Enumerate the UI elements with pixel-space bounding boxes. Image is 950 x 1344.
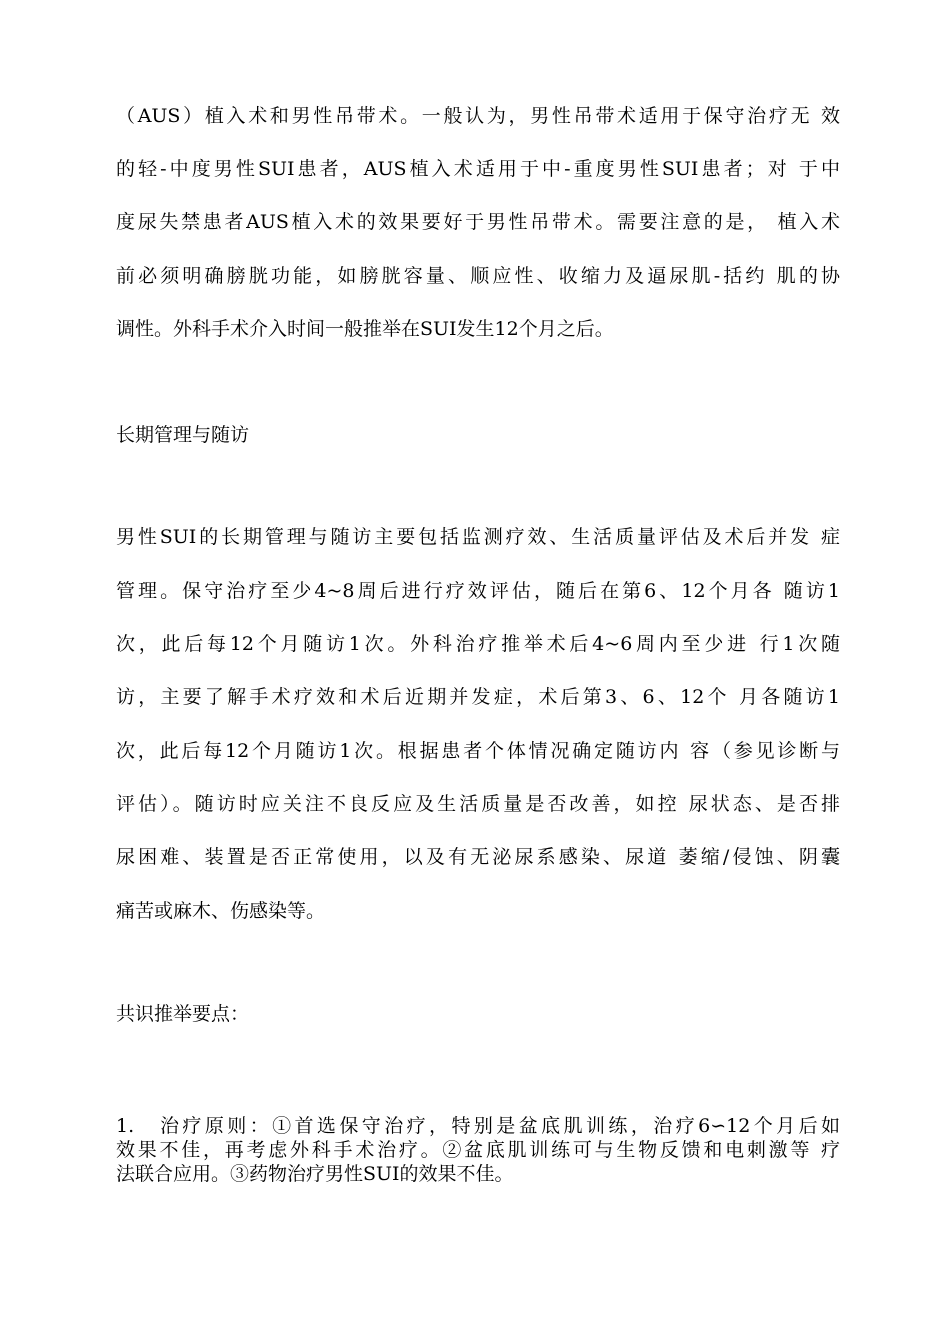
paragraph-line: 痛苦或麻木、伤感染等。 [116, 900, 326, 922]
section-heading: 长期管理与随访 [116, 424, 250, 446]
paragraph-line: 男性SUI的长期管理与随访主要包括监测疗效、生活质量评估及术后并发 症 [116, 526, 840, 548]
paragraph-line: 前必须明确膀胱功能，如膀胱容量、顺应性、收缩力及逼尿肌-括约 肌的协 [116, 265, 840, 287]
paragraph-line: 度尿失禁患者AUS植入术的效果要好于男性吊带术。需要注意的是， 植入术 [116, 211, 840, 233]
paragraph-line: 调性。外科手术介入时间一般推举在SUI发生12个月之后。 [116, 318, 614, 340]
list-item-line: 1. 治疗原则：①首选保守治疗，特别是盆底肌训练，治疗6∽12个月后如 [116, 1115, 840, 1137]
paragraph-line: 尿困难、装置是否正常使用，以及有无泌尿系感染、尿道 萎缩/侵蚀、阴囊 [116, 846, 840, 868]
paragraph-line: 评估）。随访时应关注不良反应及生活质量是否改善，如控 尿状态、是否排 [116, 793, 840, 815]
paragraph-line: （AUS）植入术和男性吊带术。一般认为，男性吊带术适用于保守治疗无 效 [116, 105, 840, 127]
paragraph-line: 管理。保守治疗至少4~8周后进行疗效评估，随后在第6、12个月各 随访1 [116, 580, 840, 602]
list-item-line: 法联合应用。③药物治疗男性SUI的效果不佳。 [116, 1163, 514, 1185]
paragraph-line: 的轻-中度男性SUI患者，AUS植入术适用于中-重度男性SUI患者；对 于中 [116, 158, 840, 180]
section-heading: 共识推举要点： [116, 1003, 250, 1025]
paragraph-line: 次，此后每12个月随访1次。外科治疗推举术后4~6周内至少进 行1次随 [116, 633, 840, 655]
paragraph-line: 次，此后每12个月随访1次。根据患者个体情况确定随访内 容（参见诊断与 [116, 740, 840, 762]
list-item-line: 效果不佳，再考虑外科手术治疗。②盆底肌训练可与生物反馈和电刺激等 疗 [116, 1139, 840, 1161]
paragraph-line: 访，主要了解手术疗效和术后近期并发症，术后第3、6、12个 月各随访1 [116, 686, 840, 708]
